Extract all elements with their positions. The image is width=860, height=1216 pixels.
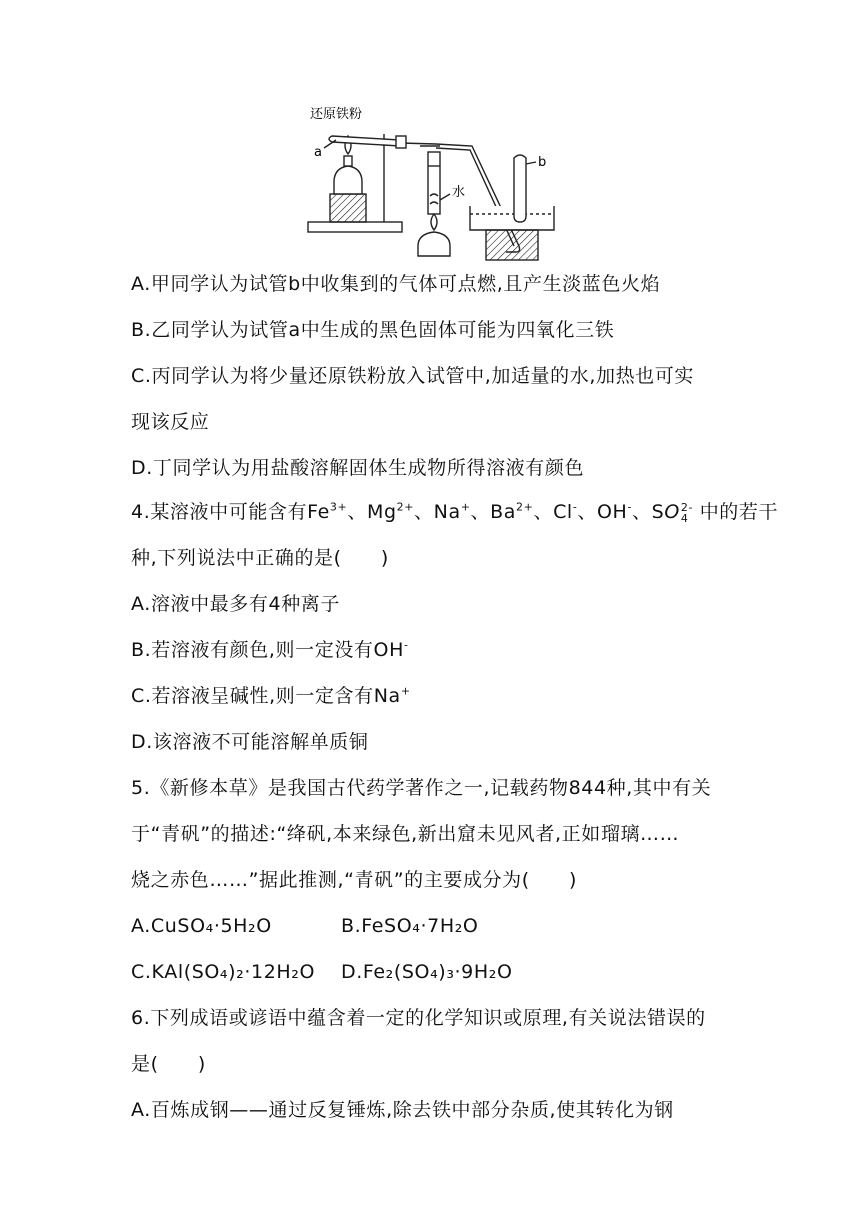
ion-so4: SO 2- 4 (651, 500, 694, 525)
q4-stem-prefix: 4.某溶液中可能含有 (131, 501, 308, 523)
q5-option-a: A.CuSO₄·5H₂O (131, 915, 272, 937)
label-b: b (538, 155, 547, 170)
q4-option-a: A.溶液中最多有4种离子 (131, 593, 340, 615)
q3-option-d: D.丁同学认为用盐酸溶解固体生成物所得溶液有颜色 (131, 457, 585, 479)
q5-stem-line3: 烧之赤色……”据此推测,“青矾”的主要成分为( ) (131, 869, 577, 891)
q6-stem-line1: 6.下列成语或谚语中蕴含着一定的化学知识或原理,有关说法错误的 (131, 1007, 706, 1029)
q4-stem-line2: 种,下列说法中正确的是( ) (131, 547, 389, 569)
ion-ba: $Ba^{2+}$ (490, 500, 534, 523)
q5-stem-line1: 5.《新修本草》是我国古代药学著作之一,记载药物844种,其中有关 (131, 777, 712, 799)
ion-oh: OH- (597, 500, 633, 523)
label-a: a (314, 145, 322, 160)
q3-option-a: A.甲同学认为试管b中收集到的气体可点燃,且产生淡蓝色火焰 (131, 273, 661, 295)
q3-option-c-line1: C.丙同学认为将少量还原铁粉放入试管中,加适量的水,加热也可实 (131, 365, 694, 387)
q4-option-d: D.该溶液不可能溶解单质铜 (131, 731, 369, 753)
q5-stem-line2: 于“青矾”的描述:“绛矾,本来绿色,新出窟未见风者,正如瑠璃…… (131, 823, 680, 845)
q5-option-b: B.FeSO₄·7H₂O (341, 915, 479, 937)
ion-mg: $Mg^{2+}$ (366, 500, 415, 523)
label-water: 水 (452, 185, 466, 200)
q4-option-b: B.若溶液有颜色,则一定没有OH- (131, 638, 409, 661)
q3-option-c-line2: 现该反应 (131, 411, 210, 433)
q4-option-c: C.若溶液呈碱性,则一定含有Na+ (131, 684, 411, 707)
ion-fe: $Fe^{3+}$ (307, 500, 348, 523)
q6-option-a: A.百炼成钢——通过反复锤炼,除去铁中部分杂质,使其转化为钢 (131, 1099, 674, 1121)
q3-option-b: B.乙同学认为试管a中生成的黑色固体可能为四氧化三铁 (131, 319, 615, 341)
ion-cl: Cl- (553, 500, 578, 523)
apparatus-diagram (300, 96, 570, 272)
q5-option-d: D.Fe₂(SO₄)₃·9H₂O (341, 961, 513, 983)
ion-na: Na+ (433, 500, 471, 523)
q4-stem-line1: 4.某溶液中可能含有$Fe^{3+}$、$Mg^{2+}$、Na+、$Ba^{2+}$、Cl-、OH-、SO 2- 4 中的若干 (131, 500, 779, 525)
q5-option-c: C.KAl(SO₄)₂·12H₂O (131, 961, 316, 983)
q6-stem-line2: 是( ) (131, 1053, 206, 1075)
label-reduced-iron-powder: 还原铁粉 (310, 107, 363, 122)
q4-stem-suffix: 中的若干 (699, 501, 779, 523)
